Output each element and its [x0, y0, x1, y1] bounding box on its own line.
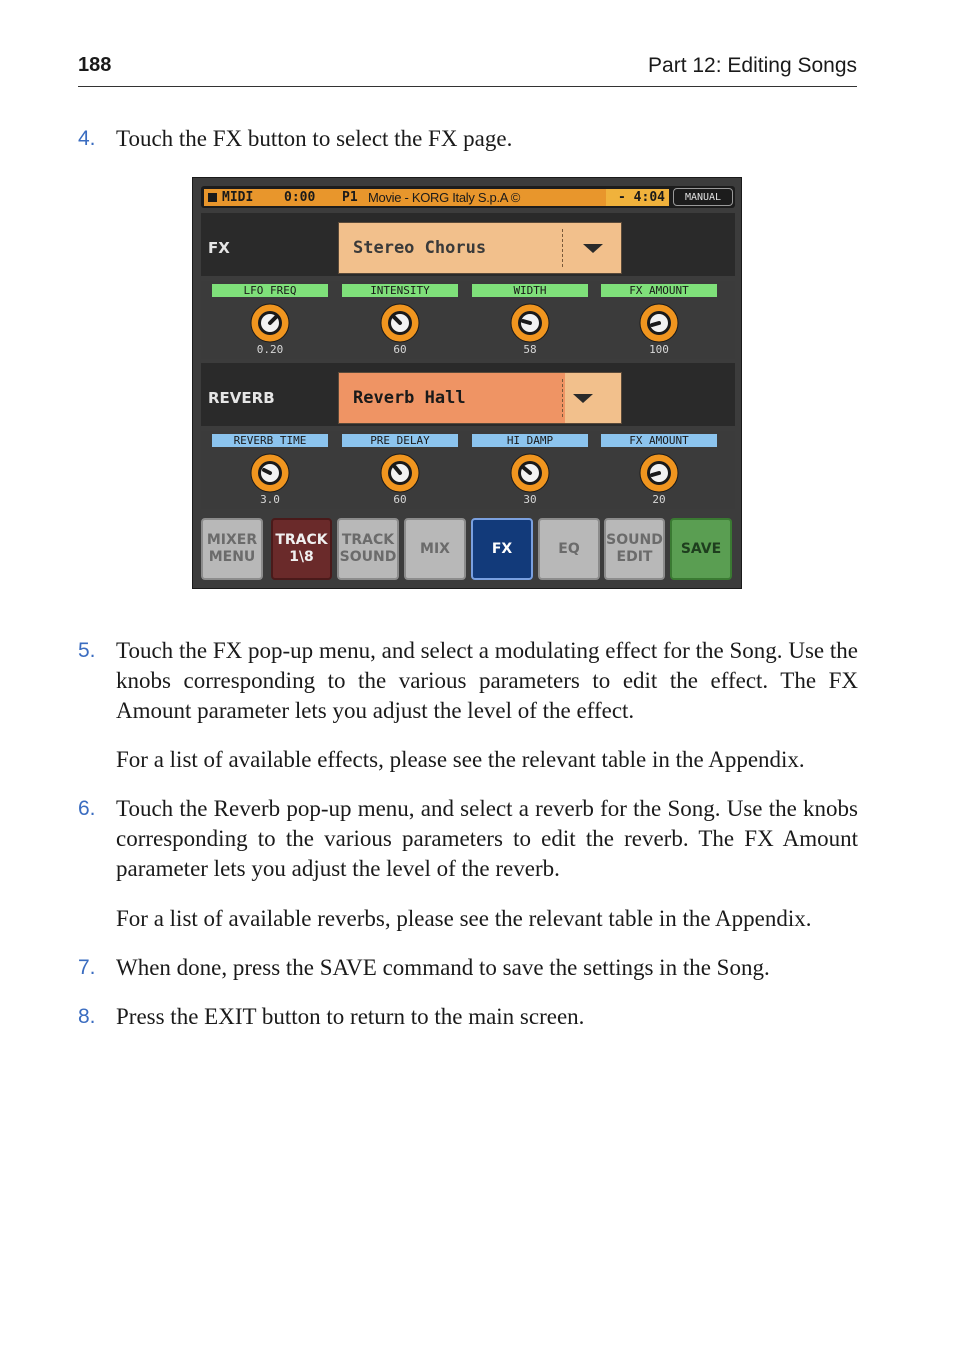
reverb-time-knob[interactable] — [250, 453, 290, 493]
step-number: 5. — [78, 639, 96, 662]
button-label: SOUND — [339, 549, 397, 565]
knob-value: 0.20 — [256, 343, 284, 356]
mix-button[interactable]: MIX — [404, 518, 466, 580]
fx-page-screen — [192, 177, 742, 589]
stop-icon — [208, 193, 217, 202]
reverb-section — [201, 363, 735, 426]
elapsed-time: 0:00 — [284, 190, 316, 205]
section-title: Part 12: Editing Songs — [648, 54, 857, 77]
step-4 — [78, 124, 858, 154]
chevron-down-icon — [573, 394, 593, 403]
fx-button[interactable]: FX — [471, 518, 533, 580]
button-label: MIXER — [206, 532, 258, 548]
player-label: P1 — [342, 190, 358, 205]
manual-button[interactable]: MANUAL — [673, 188, 733, 206]
fx-label: FX — [208, 239, 230, 257]
intensity-knob[interactable] — [380, 303, 420, 343]
step-number: 7. — [78, 956, 96, 979]
step-text: Press the EXIT button to return to the main screen. — [116, 1004, 585, 1029]
effects-note: For a list of available effects, please see the relevant table in the Appendix. — [116, 747, 805, 772]
remaining-time: - 4:04 — [606, 189, 669, 206]
track-button[interactable] — [271, 518, 332, 580]
width-knob[interactable] — [510, 303, 550, 343]
fx-selected: Stereo Chorus — [353, 238, 487, 258]
knob-value: 30 — [523, 493, 537, 506]
reverb-label: REVERB — [208, 389, 275, 407]
knob-value: 60 — [393, 343, 407, 356]
mixer-menu-button[interactable] — [201, 518, 263, 580]
button-label: 1\8 — [289, 549, 314, 565]
step-6 — [78, 794, 858, 884]
save-button[interactable]: SAVE — [670, 518, 732, 580]
fx-param-label: FX AMOUNT — [601, 284, 717, 297]
button-label: TRACK — [275, 532, 328, 548]
fx-param-label: WIDTH — [472, 284, 588, 297]
status-bar — [201, 186, 735, 208]
fx-amount-knob[interactable] — [639, 303, 679, 343]
song-name: Movie - KORG Italy S.p.A © — [368, 190, 521, 205]
midi-label: MIDI — [222, 190, 254, 205]
reverb-fx-amount-knob[interactable] — [639, 453, 679, 493]
button-label: TRACK — [341, 532, 395, 548]
step-8 — [78, 1002, 858, 1032]
fx-knobs — [201, 281, 735, 359]
knob-value: 100 — [649, 343, 669, 356]
hi-damp-knob[interactable] — [510, 453, 550, 493]
sound-edit-button[interactable] — [604, 518, 665, 580]
eq-button[interactable]: EQ — [538, 518, 600, 580]
pre-delay-knob[interactable] — [380, 453, 420, 493]
chevron-down-icon — [583, 244, 603, 253]
fx-param-label: INTENSITY — [342, 284, 458, 297]
header-divider — [78, 86, 857, 87]
fx-popup-menu[interactable] — [338, 222, 622, 274]
reverb-selected: Reverb Hall — [353, 388, 466, 408]
track-sound-button[interactable] — [337, 518, 399, 580]
page-tabs — [201, 518, 735, 582]
fx-section — [201, 213, 735, 276]
step-7 — [78, 953, 858, 983]
reverb-param-label: REVERB TIME — [212, 434, 328, 447]
knob-value: 3.0 — [260, 493, 280, 506]
step-text: Touch the FX button to select the FX page. — [116, 126, 513, 151]
step-text: Touch the Reverb pop-up menu, and select a reverb for the Song. Use the knobs corresponding to the various parameters to edit the reverb. The FX Amount parameter lets you adjust the level of the reverb. — [116, 796, 858, 881]
reverb-param-label: HI DAMP — [472, 434, 588, 447]
page-number: 188 — [78, 54, 112, 76]
button-label: EDIT — [616, 549, 653, 565]
button-label: SOUND — [606, 532, 663, 548]
step-text: When done, press the SAVE command to save the settings in the Song. — [116, 955, 770, 980]
lfo-freq-knob[interactable] — [250, 303, 290, 343]
fx-param-label: LFO FREQ — [212, 284, 328, 297]
reverb-param-label: FX AMOUNT — [601, 434, 717, 447]
button-label: MENU — [208, 549, 256, 565]
knob-value: 58 — [523, 343, 537, 356]
step-number: 4. — [78, 127, 96, 150]
reverbs-note: For a list of available reverbs, please see the relevant table in the Appendix. — [116, 906, 812, 931]
knob-value: 60 — [393, 493, 407, 506]
reverb-param-label: PRE DELAY — [342, 434, 458, 447]
step-number: 6. — [78, 797, 96, 820]
step-number: 8. — [78, 1005, 96, 1028]
reverb-knobs — [201, 431, 735, 509]
step-text: Touch the FX pop-up menu, and select a modulating effect for the Song. Use the knobs corresponding to the various parameters to edit the effect. The FX Amount parameter lets you adjust the level of the effect. — [116, 638, 858, 723]
knob-value: 20 — [652, 493, 666, 506]
step-5 — [78, 636, 858, 726]
